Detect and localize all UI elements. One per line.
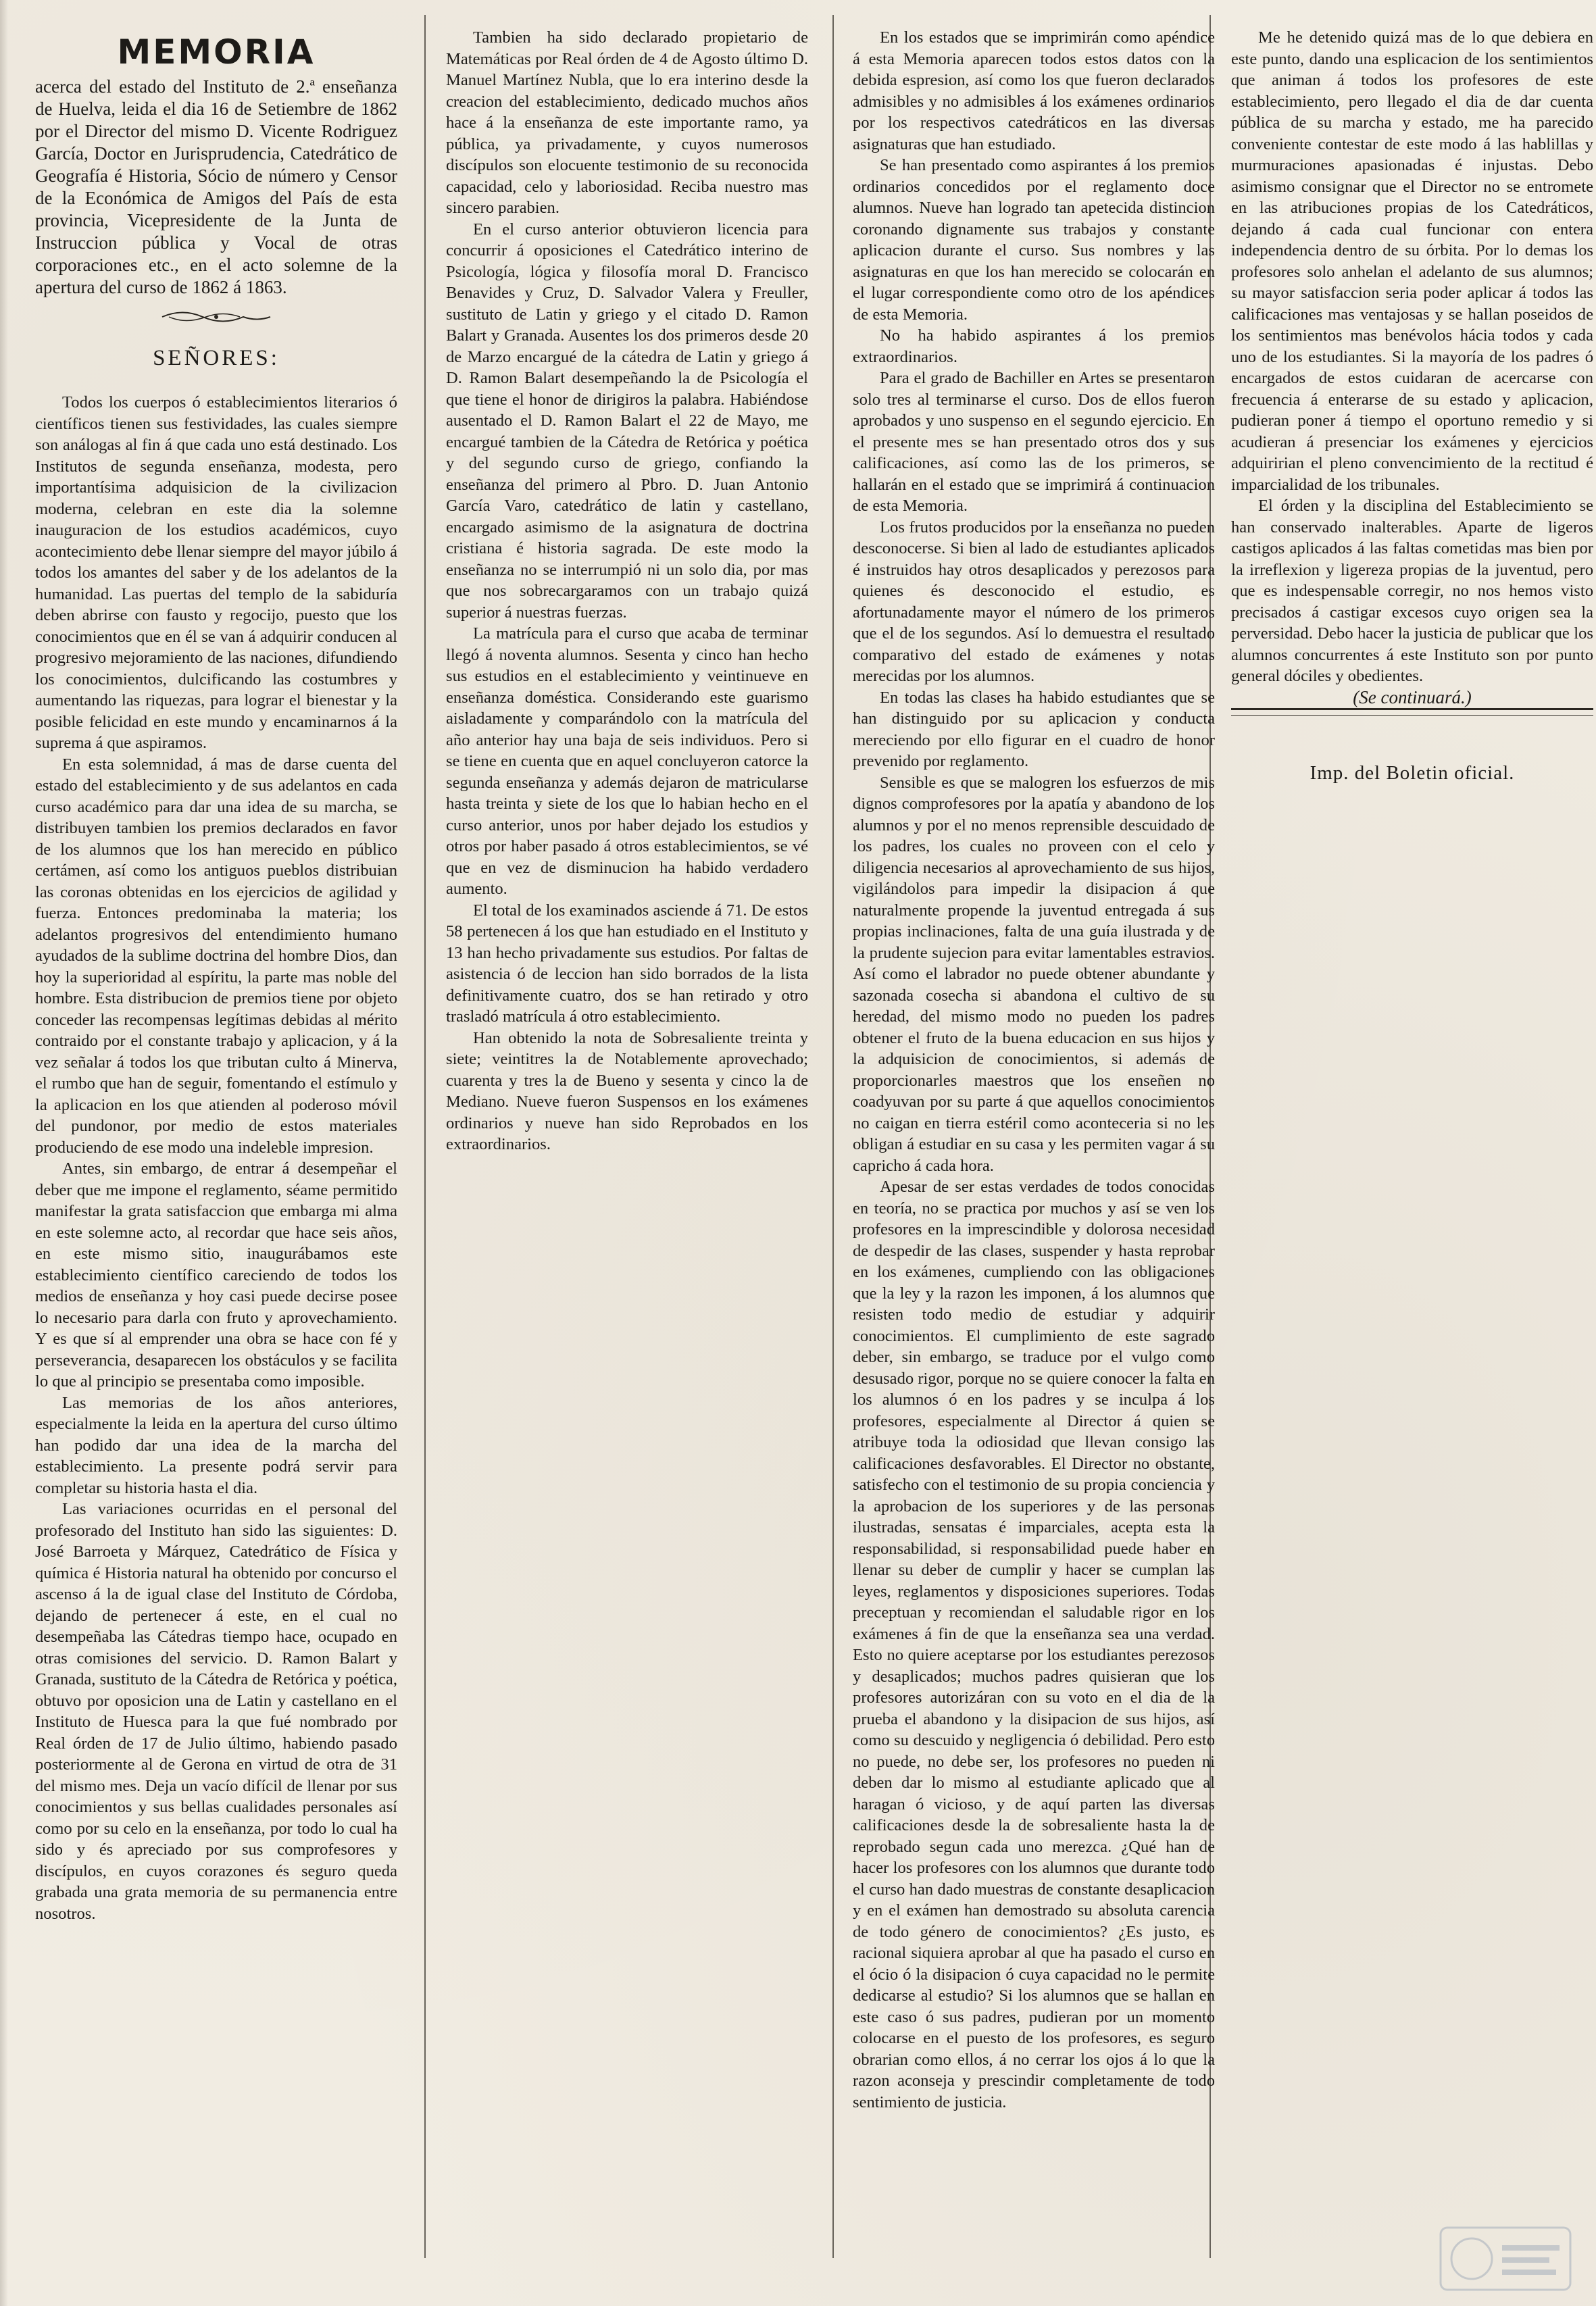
column-rule — [832, 15, 834, 2258]
salutation: SEÑORES: — [153, 346, 280, 370]
archive-stamp-icon — [1438, 2225, 1573, 2292]
paragraph: En todas las clases ha habido estudiantes que se han distinguido por su aplicacion y conducta mereciendo por ello figurar en el cuadro de honor prevenido por reglamento. — [853, 688, 1215, 770]
document-subtitle: acerca del estado del Instituto de 2.ª enseñanza de Huelva, leida el dia 16 de Setiembre de 1862 por el Director del mismo D. Vicente Rodriguez García, Doctor en Jurisprudencia, Catedrático de Geografía é Historia, Sócio de número y Censor de la Económica de Amigos del País de esta provincia, Vicepresidente de la Junta de Instruccion pública y Vocal de otras corporaciones etc., en el acto solemne de la apertura del curso de 1862 á 1863. — [35, 76, 397, 297]
text-column-3 — [853, 27, 1215, 2290]
paragraph: Me he detenido quizá mas de lo que debiera en este punto, dando una esplicacion de los sentimientos que animan á todos los profesores de este establecimiento, pero llegado el dia de dar cuenta pública de su marcha y estado, me ha parecido conveniente contestar de este modo á las hablillas y murmuraciones apasionadas é injustas. Debo asimismo consignar que el Director no se entromete en las atribuciones propias de los Catedráticos, dejando á cada cual funcionar con entera independencia dentro de su órbita. Por lo demas los profesores solo anhelan el adelanto de sus alumnos; su mayor satisfaccion seria poder aplicar á todos las calificaciones mas ventajosas y se hallan poseidos de los sentimientos mas benévolos hácia todos y cada uno de los estudiantes. Si la mayoría de los padres ó encargados de estos cuidaran de acercarse con frecuencia á enterarse de su estado y aplicacion, pudieran poner á tiempo el oportuno remedio y si acudieran á presenciar los exámenes y ejercicios adquiririan el pleno convencimiento de la rectitud é imparcialidad de los tribunales. — [1231, 28, 1593, 494]
paragraph: Apesar de ser estas verdades de todos conocidas en teoría, no se practica por muchos y así se ven los profesores en la imprescindible y dolorosa necesidad de despedir de las clases, suspender y hasta reprobar en los exámenes, cumpliendo con las obligaciones que la ley y la razon les imponen, á los alumnos que resisten todo medio de estudiar y adquirir conocimientos. El cumplimiento de este sagrado deber, sin embargo, se traduce por el vulgo como desusado rigor, porque no se quiere conocer la falta en los alumnos ó en los padres y se inculpa á los profesores, especialmente al Director á quien se atribuye toda la odiosidad que llevan consigo las calificaciones desfavorables. El Director no obstante, satisfecho con el testimonio de su propia conciencia y la aprobacion de los superiores y de las personas ilustradas, sensatas é imparciales, acepta esta la responsabilidad, si responsabilidad puede haber en llenar su deber de cumplir y hacer se cumplan las leyes, reglamentos y disposiciones superiores. Todas preceptuan y recomiendan el saludable rigor en los exámenes á fin de que la enseñanza sea una verdad. Esto no quiere aceptarse por los estudiantes perezosos y desaplicados; muchos padres quisieran que los profesores autorizáran con su voto en el dia de la prueba el abandono y la disipacion de sus hijos, así como su descuido y negligencia ó debilidad. Pero esto no puede, no debe ser, los profesores no pueden ni deben dar lo mismo al estudiante aplicado que al haragan ó vicioso, y de aquí parten las diversas calificaciones desde la de sobresaliente hasta la de reprobado segun cada uno merezca. ¿Qué han de hacer los profesores con los alumnos que durante todo el curso han dado muestras de constante desaplicacion y en el exámen han demostrado su absoluta carencia de todo género de conocimientos? ¿Es justo, es racional siquiera aprobar al que ha pasado el curso en el ócio ó la disipacion ó cuya capacidad no le permite dedicarse al estudio? Si los alumnos que se hallan en este caso ó sus padres, pudieran por un momento colocarse en el puesto de los profesores, es seguro obrarian como ellos, á no cerrar los ojos á lo que la razon aconseja y prescindir completamente de todo sentimiento de justicia. — [853, 1178, 1215, 2111]
paragraph: En el curso anterior obtuvieron licencia para concurrir á oposiciones el Catedrático interino de Psicología, lógica y filosofía moral D. Francisco Benavides y Cruz, D. Salvador Valera y Freuller, sustituto de Latin y griego y el citado D. Ramon Balart y Granada. Ausentes los dos primeros desde 20 de Marzo encargué de la cátedra de Latin y griego á D. Ramon Balart desempeñando la de Psicología el que tiene el honor de dirigiros la palabra. Habiéndose ausentado el D. Ramon Balart el 22 de Mayo, me encargué tambien de la Cátedra de Retórica y poética y del segundo curso de griego, confiando la enseñanza del primero al Pbro. D. Juan Antonio García Varo, catedrático de latin y castellano, encargado asimismo de la asignatura de doctrina cristiana é historia sagrada. De este modo la enseñanza no se interrumpió ni un solo dia, por mas que nos sobrecargaramos con un trabajo quizá superior á nuestras fuerzas. — [446, 220, 808, 622]
paragraph: Los frutos producidos por la enseñanza no pueden desconocerse. Si bien al lado de estudiantes aplicados é instruidos hay otros desaplicados y perezosos para quienes és desconocido el estudio, es afortunadamente mayor el número de los primeros que el de los segundos. Así lo demuestra el resultado comparativo del estado de exámenes y notas merecidas por los alumnos. — [853, 518, 1215, 685]
paragraph: Las variaciones ocurridas en el personal del profesorado del Instituto han sido las siguientes: D. José Barroeta y Márquez, Catedrático de Física y química é Historia natural ha obtenido por concurso el ascenso á la de igual clase del Instituto de Córdoba, dejando de pertenecer á este, en el cual no desempeñaba las Cátedras tiempo hace, ocupado en otras comisiones del servicio. D. Ramon Balart y Granada, sustituto de la Cátedra de Retórica y poética, obtuvo por oposicion una de Latin y castellano en el Instituto de Huesca para la que fué nombrado por Real órden de 17 de Julio último, habiendo pasado posteriormente al de Gerona en virtud de otra de 31 del mismo mes. Deja un vacío difícil de llenar por sus conocimientos y sus bellas cualidades personales así como por su celo en la enseñanza, por todo lo cual ha sido y és apreciado por sus comprofesores y discípulos, en cuyos corazones és seguro queda grabada una grata memoria de su permanencia entre nosotros. — [35, 1500, 397, 1923]
text-column-4 — [1231, 27, 1593, 2290]
document-title: MEMORIA — [117, 32, 316, 72]
continuation-note: (Se continuará.) — [1353, 686, 1472, 707]
paragraph: El órden y la disciplina del Establecimiento se han conservado inalterables. Aparte de ligeros castigos aplicados á las faltas cometidas mas bien por la irreflexion y ligereza propias de la juventud, pero que es indespensable corregir, no nos hemos visto precisados á castigar excesos cuyo origen sea la perversidad. Debo hacer la justicia de publicar que los alumnos concurrentes á este Instituto son por punto general dóciles y obedientes. — [1231, 497, 1593, 685]
page-edge-shadow — [0, 0, 8, 2306]
column-rule — [424, 15, 426, 2258]
paragraph: La matrícula para el curso que acaba de terminar llegó á noventa alumnos. Sesenta y cinco han hecho sus estudios en el establecimiento y veintinueve en enseñanza doméstica. Considerando este guarismo aisladamente y comparándolo con la matrícula del año anterior hay una baja de seis individuos. Pero si se tiene en cuenta que en aquel concluyeron catorce la segunda enseñanza y además dejaron de matricularse hasta treinta y siete de los que lo habian hecho en el curso anterior, unos por haber dejado los estudios y otros por haber pasado á otros establecimientos, se vé que en vez de disminucion ha habido verdadero aumento. — [446, 624, 808, 898]
paragraph: Antes, sin embargo, de entrar á desempeñar el deber que me impone el reglamento, séame permitido manifestar la grata satisfaccion que embarga mi alma en este solemne acto, al recordar que hace seis años, en este mismo sitio, inaugurábamos este establecimiento científico careciendo de todos los medios de enseñanza y hoy casi puede decirse posee lo necesario para darla con fruto y aprovechamiento. Y es que sí al emprender una obra se hace con fé y perseverancia, desaparecen los obstáculos y se facilita lo que al principio se presentaba como imposible. — [35, 1159, 397, 1390]
paragraph: Las memorias de los años anteriores, especialmente la leida en la apertura del curso último han podido dar una idea de la marcha del establecimiento. La presente podrá servir para completar su historia hasta el dia. — [35, 1393, 397, 1497]
paragraph: Todos los cuerpos ó establecimientos literarios ó científicos tienen sus festividades, las cuales siempre son análogas al fin á que cada uno está destinado. Los Institutos de segunda enseñanza, modesta, pero importantísima adquisicion de la civilizacion moderna, celebran en este dia la solemne inauguracion de los estudios académicos, cuyo acontecimiento debe llenar siempre del mayor júbilo á todos los amantes del saber y de los adelantos de la humanidad. Las puertas del templo de la sabiduría deben abrirse con fausto y regocijo, puesto que los conocimientos que en él se van á adquirir conducen al progresivo mejoramiento de las naciones, difundiendo los conocimientos, dulcificando las costumbres y aumentando las riquezas, para lograr el bienestar y la posible felicidad en este mundo y encaminarnos á la suprema á que aspiramos. — [35, 393, 397, 752]
paragraph: En los estados que se imprimirán como apéndice á esta Memoria aparecen todos estos datos con la debida espresion, así como los que fueron declarados admisibles y no admisibles á los exámenes ordinarios por los respectivos catedráticos en las diversas asignaturas que han estudiado. — [853, 28, 1215, 153]
text-column-2 — [446, 27, 808, 2290]
paragraph: El total de los examinados asciende á 71. De estos 58 pertenecen á los que han estudiado en el Instituto y 13 han hecho privadamente sus estudios. Por faltas de asistencia ó de leccion han sido borrados de la lista definitivamente cuatro, dos se han retirado y otro trasladó matrícula á otro establecimiento. — [446, 901, 808, 1026]
paragraph: Sensible es que se malogren los esfuerzos de mis dignos comprofesores por la apatía y abandono de los alumnos y por el no menos reprensible descuidado de los padres, los cuales no proveen con el celo y diligencia necesarios al aprovechamiento de sus hijos, vigilándolos para impedir la disipacion á que naturalmente propende la juventud entregada á sus propias inclinaciones, falta de una guía ilustrada y de la prudente sujecion para evitar lamentables estravios. Así como el labrador no puede obtener abundante y sazonada cosecha si abandona el cultivo de su heredad, del mismo modo no pueden los padres obtener el fruto de la buena educacion en sus hijos y la adquisicion de conocimientos, si además de proporcionarles maestros que los enseñen no coadyuvan por su parte á que aquellos conocimientos no caigan en tierra estéril como aconteceria si no les obligan á estudiar en su casa y les permiten vagar á su capricho á cada hora. — [853, 773, 1215, 1175]
text-column-1 — [35, 27, 397, 2290]
ornament-divider-icon — [155, 307, 277, 327]
paragraph: Tambien ha sido declarado propietario de Matemáticas por Real órden de 4 de Agosto último D. Manuel Martínez Nubla, que lo era interino desde la creacion del establecimiento, dedicado muchos años hace á la enseñanza de este importante ramo, ya pública, ya privadamente, y cuyos numerosos discípulos son elocuente testimonio de su reconocida capacidad, celo y laboriosidad. Reciba nuestro mas sincero parabien. — [446, 28, 808, 217]
paragraph: En esta solemnidad, á mas de darse cuenta del estado del establecimiento y de sus adelantos en cada curso académico para dar una idea de su marcha, se distribuyen tambien los premios declarados en favor de los alumnos que los han merecido en público certámen, así como los antiguos pueblos distribuian las coronas obtenidas en los ejercicios de agilidad y fuerza. Entonces predominaba la materia; los adelantos progresivos del entendimiento humano ayudados de la sublime doctrina del hombre Dios, dan hoy la superioridad al espíritu, la parte mas noble del hombre. Esta distribucion de premios tiene por objeto conceder las recompensas legítimas debidas al mérito contraido por el constante trabajo y aplicacion, y á la vez señalar á todos los que tributan culto á Minerva, el rumbo que han de seguir, fomentando el estímulo y la aplicacion en los que atienden al poderoso móvil del pundonor, por medio de estos materiales produciendo de ese modo una indeleble impresion. — [35, 755, 397, 1157]
imprint-line: Imp. del Boletin oficial. — [1310, 762, 1515, 784]
closing-double-rule — [1231, 708, 1593, 716]
paragraph: No ha habido aspirantes á los premios extraordinarios. — [853, 326, 1215, 366]
paragraph: Se han presentado como aspirantes á los premios ordinarios concedidos por el reglamento doce alumnos. Nueve han logrado tan apetecida distincion coronando dignamente sus trabajos y constante aplicacion durante el curso. Sus nombres y las asignaturas en que los han merecido se colocarán en el lugar correspondiente como otro de los apéndices de esta Memoria. — [853, 156, 1215, 324]
paragraph: Han obtenido la nota de Sobresaliente treinta y siete; veintitres la de Notablemente aprovechado; cuarenta y tres la de Bueno y sesenta y cinco la de Mediano. Nueve fueron Suspensos en los exámenes ordinarios y nueve han sido Reprobados en los extraordinarios. — [446, 1028, 808, 1153]
paragraph: Para el grado de Bachiller en Artes se presentaron solo tres al terminarse el curso. Dos de ellos fueron aprobados y uno suspenso en el segundo ejercicio. En el presente mes se han presentado otros dos y sus calificaciones, así como las de los primeros, se hallarán en el estado que se imprimirá á continuacion de esta Memoria. — [853, 369, 1215, 515]
